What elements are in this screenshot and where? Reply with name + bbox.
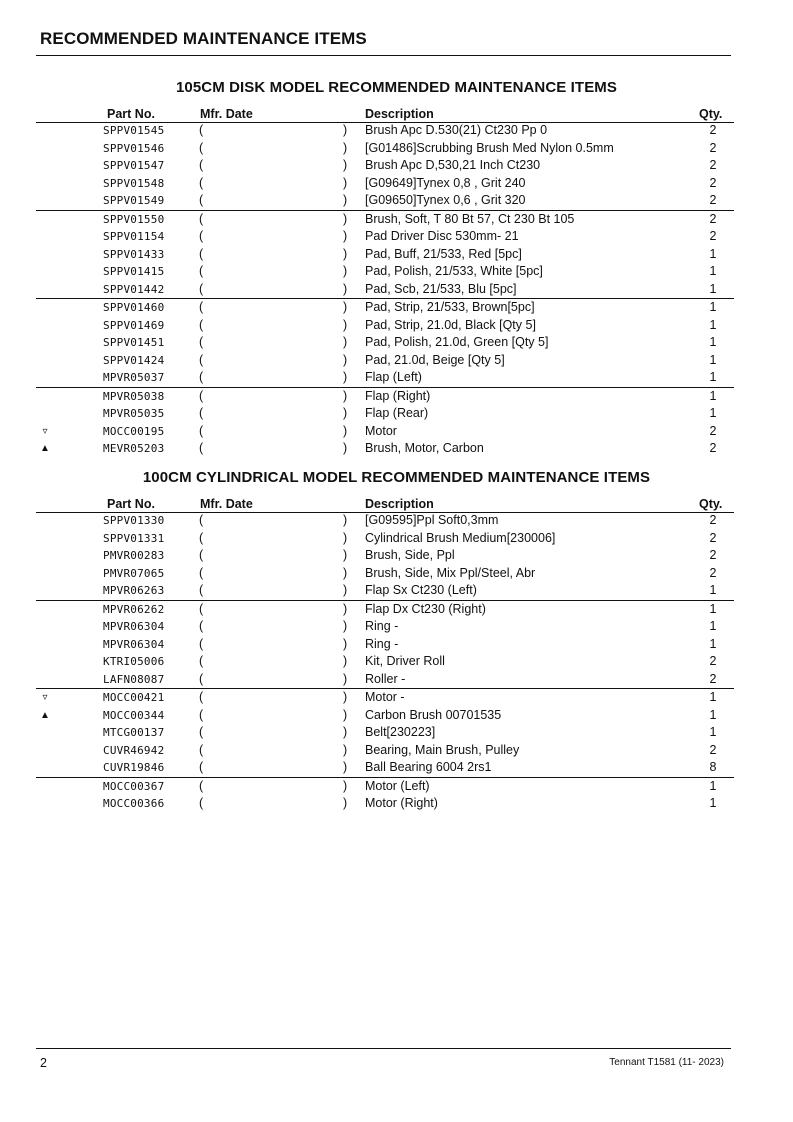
table-row: [0, 228, 793, 246]
mfr-date-close-paren: ): [343, 388, 348, 403]
row-marker-icon: [38, 122, 52, 140]
row-marker-icon: [38, 759, 52, 777]
part-quantity: 1: [709, 388, 717, 403]
part-description: Pad, Scb, 21/533, Blu [5pc]: [365, 281, 517, 296]
table-row: [0, 547, 793, 565]
part-quantity: 2: [709, 441, 717, 455]
table-row: [0, 352, 793, 370]
part-number: LAFN08087: [103, 672, 165, 686]
mfr-date-close-paren: ): [343, 370, 348, 384]
part-number: MOCC00421: [103, 691, 165, 704]
mfr-date-close-paren: ): [343, 742, 348, 757]
mfr-date-close-paren: ): [343, 140, 348, 155]
column-header-qty: Qty.: [699, 497, 723, 511]
table-row: [36, 600, 734, 619]
section-title: 100CM CYLINDRICAL MODEL RECOMMENDED MAINTENANCE ITEMS: [142, 469, 651, 486]
table-row: [36, 688, 734, 707]
table-row: [0, 140, 793, 158]
part-number: MPVR06304: [103, 620, 165, 633]
mfr-date-open-paren: (: [199, 441, 204, 455]
table-row: [36, 298, 734, 317]
mfr-date-close-paren: ): [343, 193, 348, 207]
part-description: Flap Dx Ct230 (Right): [365, 601, 486, 616]
mfr-date-close-paren: ): [343, 246, 348, 261]
part-description: Ball Bearing 6004 2rs1: [365, 760, 492, 774]
mfr-date-open-paren: (: [199, 760, 204, 774]
table-row: [0, 671, 793, 689]
part-description: Flap Sx Ct230 (Left): [365, 583, 477, 597]
mfr-date-close-paren: ): [343, 671, 348, 686]
part-description: Brush, Side, Mix Ppl/Steel, Abr: [365, 565, 536, 580]
part-description: Flap (Rear): [365, 406, 429, 420]
mfr-date-open-paren: (: [199, 211, 204, 226]
part-number: KTRI05006: [103, 655, 165, 668]
part-description: Brush, Side, Ppl: [365, 548, 455, 562]
mfr-date-close-paren: ): [343, 264, 348, 278]
mfr-date-close-paren: ): [343, 211, 348, 226]
part-quantity: 1: [709, 619, 717, 633]
part-quantity: 1: [709, 335, 717, 349]
part-quantity: 2: [709, 548, 717, 562]
row-marker-icon: [38, 263, 52, 281]
part-number: PMVR00283: [103, 549, 165, 562]
row-marker-icon: [38, 175, 52, 193]
part-number: MEVR05203: [103, 442, 165, 455]
part-quantity: 2: [709, 530, 717, 545]
part-description: Pad, 21.0d, Beige [Qty 5]: [365, 352, 505, 367]
parts-table: [0, 122, 793, 458]
part-description: Flap (Left): [365, 370, 422, 384]
column-header-qty: Qty.: [699, 107, 723, 121]
table-row: [0, 440, 793, 458]
part-description: Belt[230223]: [365, 725, 436, 739]
row-marker-icon: [38, 352, 52, 370]
mfr-date-close-paren: ): [343, 175, 348, 190]
mfr-date-open-paren: (: [199, 317, 204, 332]
part-description: Roller -: [365, 671, 406, 686]
part-description: Pad, Polish, 21.0d, Green [Qty 5]: [365, 335, 549, 349]
part-number: SPPV01451: [103, 336, 165, 349]
part-quantity: 8: [709, 760, 717, 774]
table-row: [0, 334, 793, 352]
part-description: Flap (Right): [365, 388, 431, 403]
mfr-date-close-paren: ): [343, 317, 348, 332]
table-row: [0, 653, 793, 671]
mfr-date-open-paren: (: [199, 583, 204, 597]
part-number: SPPV01460: [103, 301, 165, 314]
mfr-date-open-paren: (: [199, 654, 204, 668]
part-quantity: 1: [709, 352, 717, 367]
mfr-date-open-paren: (: [199, 636, 204, 651]
row-marker-icon: [38, 618, 52, 636]
row-marker-icon: [38, 246, 52, 264]
mfr-date-open-paren: (: [199, 548, 204, 562]
part-number: MOCC00344: [103, 708, 165, 722]
part-quantity: 1: [709, 300, 717, 314]
mfr-date-open-paren: (: [199, 158, 204, 172]
mfr-date-close-paren: ): [343, 548, 348, 562]
table-row: [36, 210, 734, 229]
mfr-date-open-paren: (: [199, 671, 204, 686]
mfr-date-open-paren: (: [199, 175, 204, 190]
part-quantity: 1: [709, 796, 717, 810]
document-id: Tennant T1581 (11- 2023): [609, 1057, 724, 1068]
column-header-part-no: Part No.: [107, 497, 155, 511]
mfr-date-close-paren: ): [343, 636, 348, 651]
part-description: [G09649]Tynex 0,8 , Grit 240: [365, 175, 526, 190]
row-marker-icon: [38, 281, 52, 299]
part-quantity: 1: [709, 317, 717, 332]
part-description: Pad, Strip, 21.0d, Black [Qty 5]: [365, 317, 536, 332]
row-marker-icon: [38, 601, 52, 619]
part-number: MPVR06262: [103, 602, 165, 616]
part-number: SPPV01415: [103, 265, 165, 278]
mfr-date-open-paren: (: [199, 619, 204, 633]
part-description: Brush, Soft, T 80 Bt 57, Ct 230 Bt 105: [365, 211, 575, 226]
part-quantity: 1: [709, 707, 717, 722]
row-marker-icon: [38, 192, 52, 210]
part-number: CUVR19846: [103, 761, 165, 774]
part-description: Brush Apc D.530(21) Ct230 Pp 0: [365, 123, 548, 137]
row-marker-icon: ▿: [42, 425, 48, 437]
page-title: RECOMMENDED MAINTENANCE ITEMS: [40, 29, 367, 48]
part-number: PMVR07065: [103, 566, 165, 580]
row-marker-icon: [38, 211, 52, 229]
row-marker-icon: [38, 405, 52, 423]
part-description: Brush Apc D,530,21 Inch Ct230: [365, 158, 541, 172]
row-marker-icon: [38, 369, 52, 387]
part-number: SPPV01469: [103, 318, 165, 332]
mfr-date-close-paren: ): [343, 441, 348, 455]
part-number: SPPV01433: [103, 247, 165, 261]
column-header-description: Description: [365, 107, 434, 121]
part-quantity: 1: [709, 281, 717, 296]
part-quantity: 1: [709, 370, 717, 384]
part-number: SPPV01154: [103, 230, 165, 243]
row-marker-icon: [38, 565, 52, 583]
table-row: [0, 246, 793, 264]
mfr-date-open-paren: (: [199, 530, 204, 545]
part-number: SPPV01545: [103, 124, 165, 137]
mfr-date-close-paren: ): [343, 796, 348, 810]
part-description: Bearing, Main Brush, Pulley: [365, 742, 520, 757]
mfr-date-open-paren: (: [199, 565, 204, 580]
mfr-date-open-paren: (: [199, 796, 204, 810]
mfr-date-close-paren: ): [343, 583, 348, 597]
mfr-date-open-paren: (: [199, 246, 204, 261]
table-row: [0, 512, 793, 530]
part-description: Kit, Driver Roll: [365, 654, 445, 668]
part-quantity: 1: [709, 725, 717, 739]
row-marker-icon: [38, 299, 52, 317]
part-quantity: 2: [709, 140, 717, 155]
part-description: Cylindrical Brush Medium[230006]: [365, 530, 556, 545]
row-marker-icon: [38, 317, 52, 335]
mfr-date-close-paren: ): [343, 300, 348, 314]
part-description: Ring -: [365, 619, 399, 633]
part-quantity: 2: [709, 423, 717, 438]
mfr-date-open-paren: (: [199, 707, 204, 722]
column-header-part-no: Part No.: [107, 107, 155, 121]
title-divider: [36, 55, 731, 56]
part-quantity: 2: [709, 211, 717, 226]
mfr-date-close-paren: ): [343, 352, 348, 367]
table-row: [0, 405, 793, 423]
mfr-date-close-paren: ): [343, 565, 348, 580]
mfr-date-close-paren: ): [343, 513, 348, 527]
mfr-date-close-paren: ): [343, 654, 348, 668]
row-marker-icon: [38, 547, 52, 565]
parts-table: [0, 512, 793, 813]
mfr-date-close-paren: ): [343, 530, 348, 545]
part-number: MOCC00195: [103, 424, 165, 438]
part-quantity: 1: [709, 636, 717, 651]
section-title: 105CM DISK MODEL RECOMMENDED MAINTENANCE ITEMS: [175, 79, 618, 96]
mfr-date-open-paren: (: [199, 123, 204, 137]
table-row: [0, 707, 793, 725]
part-description: Pad, Buff, 21/533, Red [5pc]: [365, 246, 522, 261]
row-marker-icon: ▲: [40, 709, 50, 721]
row-marker-icon: [38, 530, 52, 548]
row-marker-icon: [38, 653, 52, 671]
row-marker-icon: [38, 582, 52, 600]
mfr-date-close-paren: ): [343, 725, 348, 739]
part-quantity: 1: [709, 601, 717, 616]
mfr-date-open-paren: (: [199, 281, 204, 296]
table-row: [36, 777, 734, 796]
part-number: CUVR46942: [103, 743, 165, 757]
row-marker-icon: [38, 140, 52, 158]
column-header-description: Description: [365, 497, 434, 511]
mfr-date-open-paren: (: [199, 388, 204, 403]
footer-divider: [36, 1048, 731, 1049]
part-number: SPPV01330: [103, 514, 165, 527]
table-row: [0, 795, 793, 813]
table-row: [0, 724, 793, 742]
part-number: MTCG00137: [103, 726, 165, 739]
row-marker-icon: [38, 742, 52, 760]
part-number: MOCC00366: [103, 797, 165, 810]
table-row: [0, 742, 793, 760]
part-quantity: 2: [709, 193, 717, 207]
mfr-date-open-paren: (: [199, 140, 204, 155]
mfr-date-open-paren: (: [199, 513, 204, 527]
row-marker-icon: [38, 334, 52, 352]
table-row: [0, 636, 793, 654]
mfr-date-open-paren: (: [199, 352, 204, 367]
mfr-date-close-paren: ): [343, 690, 348, 704]
mfr-date-open-paren: (: [199, 193, 204, 207]
table-row: [0, 369, 793, 387]
table-row: [0, 565, 793, 583]
part-quantity: 2: [709, 654, 717, 668]
part-description: Pad Driver Disc 530mm- 21: [365, 229, 519, 243]
part-quantity: 2: [709, 229, 717, 243]
part-description: Motor -: [365, 690, 405, 704]
table-row: [0, 618, 793, 636]
row-marker-icon: [38, 671, 52, 689]
part-quantity: 2: [709, 742, 717, 757]
part-quantity: 1: [709, 583, 717, 597]
part-number: SPPV01549: [103, 194, 165, 207]
table-row: [0, 281, 793, 299]
table-row: [0, 263, 793, 281]
part-number: SPPV01550: [103, 212, 165, 226]
mfr-date-close-paren: ): [343, 335, 348, 349]
table-row: [0, 423, 793, 441]
mfr-date-close-paren: ): [343, 158, 348, 172]
row-marker-icon: [38, 795, 52, 813]
row-marker-icon: ▲: [40, 443, 50, 454]
part-description: Carbon Brush 00701535: [365, 707, 502, 722]
part-quantity: 1: [709, 264, 717, 278]
part-quantity: 1: [709, 778, 717, 793]
part-number: MPVR06263: [103, 584, 165, 597]
table-row: [0, 317, 793, 335]
mfr-date-close-paren: ): [343, 406, 348, 420]
mfr-date-open-paren: (: [199, 335, 204, 349]
column-header-mfr-date: Mfr. Date: [200, 107, 253, 121]
mfr-date-close-paren: ): [343, 707, 348, 722]
part-quantity: 2: [709, 565, 717, 580]
part-number: SPPV01547: [103, 159, 165, 172]
table-row: [0, 192, 793, 210]
mfr-date-open-paren: (: [199, 300, 204, 314]
part-number: SPPV01424: [103, 353, 165, 367]
mfr-date-close-paren: ): [343, 778, 348, 793]
mfr-date-open-paren: (: [199, 725, 204, 739]
part-description: Motor (Left): [365, 778, 430, 793]
part-number: MPVR05035: [103, 407, 165, 420]
part-number: SPPV01331: [103, 531, 165, 545]
part-quantity: 2: [709, 513, 717, 527]
part-description: Ring -: [365, 636, 399, 651]
row-marker-icon: [38, 724, 52, 742]
part-number: SPPV01442: [103, 282, 165, 296]
row-marker-icon: ▿: [42, 692, 48, 703]
part-description: Brush, Motor, Carbon: [365, 441, 484, 455]
mfr-date-open-paren: (: [199, 229, 204, 243]
mfr-date-close-paren: ): [343, 281, 348, 296]
part-quantity: 1: [709, 690, 717, 704]
mfr-date-open-paren: (: [199, 370, 204, 384]
part-number: SPPV01548: [103, 176, 165, 190]
row-marker-icon: [38, 636, 52, 654]
part-description: Motor: [365, 423, 397, 438]
mfr-date-close-paren: ): [343, 619, 348, 633]
table-row: [0, 157, 793, 175]
table-row: [0, 175, 793, 193]
mfr-date-close-paren: ): [343, 123, 348, 137]
table-row: [36, 387, 734, 406]
mfr-date-close-paren: ): [343, 229, 348, 243]
part-description: [G09595]Ppl Soft0,3mm: [365, 513, 499, 527]
mfr-date-open-paren: (: [199, 264, 204, 278]
part-number: MPVR06304: [103, 637, 165, 651]
part-description: Pad, Strip, 21/533, Brown[5pc]: [365, 300, 535, 314]
mfr-date-open-paren: (: [199, 423, 204, 438]
table-row: [0, 582, 793, 600]
page-number: 2: [40, 1056, 47, 1070]
table-row: [0, 759, 793, 777]
part-number: MPVR05038: [103, 389, 165, 403]
row-marker-icon: [38, 778, 52, 796]
mfr-date-close-paren: ): [343, 760, 348, 774]
part-quantity: 2: [709, 123, 717, 137]
table-row: [0, 122, 793, 140]
row-marker-icon: [38, 388, 52, 406]
part-quantity: 2: [709, 175, 717, 190]
mfr-date-open-paren: (: [199, 742, 204, 757]
part-number: MOCC00367: [103, 779, 165, 793]
mfr-date-close-paren: ): [343, 601, 348, 616]
part-quantity: 2: [709, 158, 717, 172]
table-row: [0, 530, 793, 548]
part-number: MPVR05037: [103, 371, 165, 384]
row-marker-icon: [38, 512, 52, 530]
mfr-date-open-paren: (: [199, 778, 204, 793]
part-description: Pad, Polish, 21/533, White [5pc]: [365, 264, 543, 278]
mfr-date-open-paren: (: [199, 690, 204, 704]
column-header-mfr-date: Mfr. Date: [200, 497, 253, 511]
part-description: [G01486]Scrubbing Brush Med Nylon 0.5mm: [365, 140, 614, 155]
part-quantity: 2: [709, 671, 717, 686]
part-description: [G09650]Tynex 0,6 , Grit 320: [365, 193, 526, 207]
part-number: SPPV01546: [103, 141, 165, 155]
mfr-date-close-paren: ): [343, 423, 348, 438]
mfr-date-open-paren: (: [199, 601, 204, 616]
part-quantity: 1: [709, 406, 717, 420]
mfr-date-open-paren: (: [199, 406, 204, 420]
row-marker-icon: [38, 228, 52, 246]
part-quantity: 1: [709, 246, 717, 261]
row-marker-icon: [38, 157, 52, 175]
part-description: Motor (Right): [365, 796, 438, 810]
